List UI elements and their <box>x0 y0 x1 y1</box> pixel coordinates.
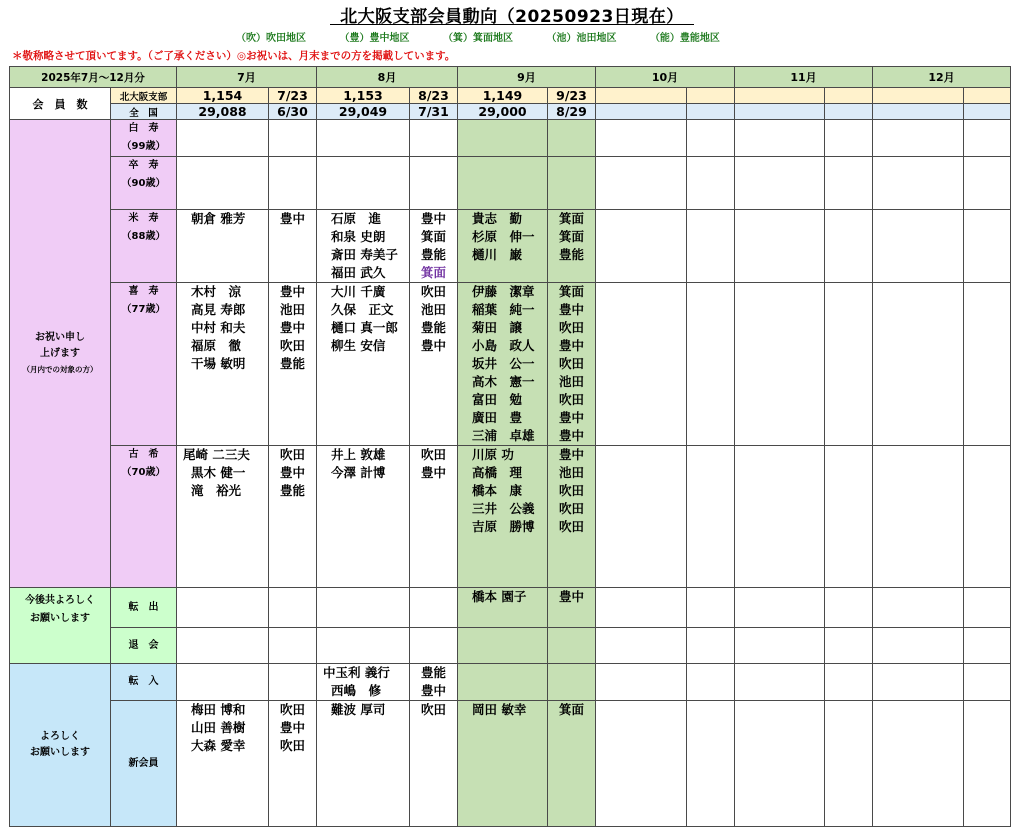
member-area: 吹田 <box>279 702 305 717</box>
cell-beiju-aug-area <box>410 210 458 283</box>
cell-shinkai-aug-name <box>317 701 410 827</box>
member-area: 豊中 <box>279 211 305 226</box>
category-sotsuju-age: （90歳） <box>121 178 166 189</box>
category-kiju <box>111 283 177 446</box>
member-name: 樋口 真一郎 <box>331 320 398 335</box>
cell-kiju-aug-area <box>410 283 458 446</box>
cell-koki-jul-name <box>177 446 269 588</box>
cell-tennyu-jul-area <box>269 664 317 701</box>
branch-count-nov <box>735 88 825 104</box>
cell-koki-nov-area <box>825 446 873 588</box>
member-name: 樋川 巌 <box>472 247 523 262</box>
cell-hakuju-nov-name <box>735 120 825 157</box>
cell-tenshutsu-jul-area <box>269 588 317 628</box>
national-count-aug: 29,049 <box>317 104 410 120</box>
branch-count-dec <box>873 88 964 104</box>
member-area: 豊中 <box>420 465 446 480</box>
cell-kiju-jul-name <box>177 283 269 446</box>
member-name: 尾崎 二三夫 <box>183 447 250 462</box>
cell-shinkai-sep-area <box>548 701 596 827</box>
cell-hakuju-aug-area <box>410 120 458 157</box>
cell-shinkai-nov-name <box>735 701 825 827</box>
branch-label: 北大阪支部 <box>111 88 177 104</box>
member-name: 高見 寿郎 <box>191 302 246 317</box>
member-area: 吹田 <box>279 338 305 353</box>
member-name: 伊藤 潔章 <box>472 284 535 299</box>
category-sotsuju-name: 卒 寿 <box>128 160 159 171</box>
member-name: 干場 敏明 <box>191 356 246 371</box>
month-header-aug: 8月 <box>317 67 458 88</box>
cell-koki-oct-name <box>596 446 687 588</box>
cell-tennyu-sep-name <box>458 664 548 701</box>
national-count-nov <box>735 104 825 120</box>
member-name: 吉原 勝博 <box>472 519 535 534</box>
cell-shinkai-sep-name <box>458 701 548 827</box>
category-hakuju-name: 白 寿 <box>128 123 159 134</box>
page-title: 北大阪支部会員動向（20250923日現在） <box>340 7 684 27</box>
member-area: 豊中 <box>558 428 584 443</box>
member-name: 朝倉 雅芳 <box>191 211 246 226</box>
cell-beiju-jul-area <box>269 210 317 283</box>
month-header-oct: 10月 <box>596 67 735 88</box>
cell-sotsuju-nov-name <box>735 157 825 210</box>
cell-shinkai-oct-name <box>596 701 687 827</box>
cell-tennyu-oct-name <box>596 664 687 701</box>
branch-count-jul: 1,154 <box>177 88 269 104</box>
cell-tennyu-oct-area <box>687 664 735 701</box>
member-area: 箕面 <box>558 211 584 226</box>
member-name: 橋本 康 <box>472 483 523 498</box>
cell-tenshutsu-dec-name <box>873 588 964 628</box>
cell-tenshutsu-jul-name <box>177 588 269 628</box>
cell-tennyu-aug-name <box>317 664 410 701</box>
member-name: 坂井 公一 <box>472 356 535 371</box>
member-area: 豊中 <box>558 302 584 317</box>
cell-tennyu-aug-area <box>410 664 458 701</box>
cell-koki-aug-name <box>317 446 410 588</box>
cell-kiju-dec-area <box>964 283 1011 446</box>
cell-shinkai-dec-name <box>873 701 964 827</box>
national-date-jul: 6/30 <box>269 104 317 120</box>
legend-toyono: （能）豊能地区 <box>649 33 720 44</box>
member-area: 吹田 <box>420 447 446 462</box>
member-name: 難波 厚司 <box>331 702 386 717</box>
cell-taikai-dec-area <box>964 628 1011 664</box>
notice-text: ＊敬称略させて頂いてます。（ご了承ください）◎お祝いは、月末までの方を掲載しています。 <box>12 50 456 62</box>
cell-sotsuju-oct-name <box>596 157 687 210</box>
member-name: 杉原 伸一 <box>472 229 535 244</box>
cell-kiju-aug-name <box>317 283 410 446</box>
cell-kiju-dec-name <box>873 283 964 446</box>
member-area: 吹田 <box>558 356 584 371</box>
member-area: 吹田 <box>279 447 305 462</box>
cell-hakuju-dec-name <box>873 120 964 157</box>
cell-beiju-sep-name <box>458 210 548 283</box>
branch-date-nov <box>825 88 873 104</box>
cell-kiju-jul-area <box>269 283 317 446</box>
cell-sotsuju-jul-area <box>269 157 317 210</box>
cell-tennyu-nov-area <box>825 664 873 701</box>
cell-taikai-nov-area <box>825 628 873 664</box>
cell-tennyu-sep-area <box>548 664 596 701</box>
month-header-sep: 9月 <box>458 67 596 88</box>
member-area: 豊能 <box>420 665 446 680</box>
member-area: 豊能 <box>279 356 305 371</box>
member-area: 池田 <box>558 465 584 480</box>
cell-tenshutsu-nov-area <box>825 588 873 628</box>
national-label: 全 国 <box>111 104 177 120</box>
branch-count-aug: 1,153 <box>317 88 410 104</box>
cell-sotsuju-oct-area <box>687 157 735 210</box>
cell-koki-jul-area <box>269 446 317 588</box>
member-name: 福田 武久 <box>331 265 386 280</box>
welcome-line-2: お願いします <box>30 747 90 758</box>
cell-sotsuju-jul-name <box>177 157 269 210</box>
cell-kiju-nov-name <box>735 283 825 446</box>
member-name: 廣田 豊 <box>472 410 523 425</box>
period-header: 2025年7月～12月分 <box>10 67 177 88</box>
member-area: 豊能 <box>279 483 305 498</box>
member-area: 池田 <box>279 302 305 317</box>
branch-date-aug: 8/23 <box>410 88 458 104</box>
member-name: 富田 勉 <box>472 392 523 407</box>
member-area: 豊能 <box>420 320 446 335</box>
farewell-line-1: 今後共よろしく <box>25 595 95 606</box>
welcome-line-1: よろしく <box>40 731 80 742</box>
legend-minoh: （箕）箕面地区 <box>442 33 513 44</box>
member-name: 井上 敦雄 <box>331 447 386 462</box>
cell-sotsuju-sep-name <box>458 157 548 210</box>
cell-sotsuju-dec-name <box>873 157 964 210</box>
category-hakuju <box>111 120 177 157</box>
category-koki-name: 古 希 <box>128 449 159 460</box>
member-area: 豊中 <box>279 720 305 735</box>
cell-taikai-oct-area <box>687 628 735 664</box>
member-area: 豊中 <box>558 338 584 353</box>
cell-tennyu-dec-name <box>873 664 964 701</box>
member-trend-table <box>9 66 1011 827</box>
cell-beiju-aug-name <box>317 210 410 283</box>
member-area: 吹田 <box>279 738 305 753</box>
cell-beiju-jul-name <box>177 210 269 283</box>
cell-taikai-sep-name <box>458 628 548 664</box>
cell-hakuju-dec-area <box>964 120 1011 157</box>
cell-tennyu-jul-name <box>177 664 269 701</box>
member-area: 豊中 <box>279 320 305 335</box>
member-name: 岡田 敏幸 <box>472 702 527 717</box>
member-name: 中村 和夫 <box>191 320 246 335</box>
cell-kiju-sep-name <box>458 283 548 446</box>
member-name: 中玉利 義行 <box>323 665 390 680</box>
cell-taikai-sep-area <box>548 628 596 664</box>
cell-koki-sep-area <box>548 446 596 588</box>
cell-tennyu-dec-area <box>964 664 1011 701</box>
category-tennyu: 転 入 <box>111 664 177 701</box>
cell-sotsuju-sep-area <box>548 157 596 210</box>
member-area: 箕面 <box>558 702 584 717</box>
member-name: 三浦 卓雄 <box>472 428 535 443</box>
national-date-sep: 8/29 <box>548 104 596 120</box>
cell-hakuju-sep-area <box>548 120 596 157</box>
member-area: 吹田 <box>558 501 584 516</box>
member-name: 黒木 健一 <box>191 465 246 480</box>
member-name: 今澤 計博 <box>331 465 386 480</box>
cell-tenshutsu-sep-name <box>458 588 548 628</box>
branch-date-oct <box>687 88 735 104</box>
cell-taikai-aug-name <box>317 628 410 664</box>
cell-beiju-oct-name <box>596 210 687 283</box>
cell-tenshutsu-aug-name <box>317 588 410 628</box>
category-kiju-age: （77歳） <box>121 304 166 315</box>
month-header-nov: 11月 <box>735 67 873 88</box>
cell-shinkai-nov-area <box>825 701 873 827</box>
member-name: 三井 公義 <box>472 501 535 516</box>
cell-taikai-nov-name <box>735 628 825 664</box>
category-hakuju-age: （99歳） <box>121 141 166 152</box>
member-name: 川原 功 <box>472 447 514 462</box>
celebrate-note: （月内での対象の方） <box>22 364 98 374</box>
member-name: 石原 進 <box>331 211 382 226</box>
cell-sotsuju-nov-area <box>825 157 873 210</box>
celebrate-line-1: お祝い申し <box>35 331 85 343</box>
category-shinkai: 新会員 <box>111 701 177 827</box>
member-area: 箕面 <box>420 265 446 280</box>
cell-beiju-dec-name <box>873 210 964 283</box>
member-name: 貴志 勤 <box>472 211 523 226</box>
cell-hakuju-sep-name <box>458 120 548 157</box>
cell-koki-dec-name <box>873 446 964 588</box>
cell-kiju-oct-name <box>596 283 687 446</box>
farewell-line-2: お願いします <box>30 613 90 624</box>
member-area: 豊能 <box>420 247 446 262</box>
cell-taikai-jul-name <box>177 628 269 664</box>
category-koki-age: （70歳） <box>121 467 166 478</box>
member-area: 吹田 <box>420 702 446 717</box>
cell-shinkai-dec-area <box>964 701 1011 827</box>
cell-kiju-nov-area <box>825 283 873 446</box>
member-name: 山田 善樹 <box>191 720 246 735</box>
member-name: 稲葉 純一 <box>472 302 535 317</box>
national-date-oct <box>687 104 735 120</box>
cell-beiju-dec-area <box>964 210 1011 283</box>
cell-tenshutsu-nov-name <box>735 588 825 628</box>
cell-hakuju-oct-name <box>596 120 687 157</box>
cell-taikai-oct-name <box>596 628 687 664</box>
national-date-dec <box>964 104 1011 120</box>
category-tenshutsu: 転 出 <box>111 588 177 628</box>
cell-sotsuju-dec-area <box>964 157 1011 210</box>
cell-beiju-nov-name <box>735 210 825 283</box>
member-area: 吹田 <box>558 392 584 407</box>
member-name: 梅田 博和 <box>191 702 246 717</box>
national-count-sep: 29,000 <box>458 104 548 120</box>
cell-hakuju-nov-area <box>825 120 873 157</box>
member-name: 大森 愛幸 <box>191 738 246 753</box>
branch-date-dec <box>964 88 1011 104</box>
member-area: 箕面 <box>420 229 446 244</box>
member-area: 吹田 <box>558 519 584 534</box>
celebrate-group-label <box>10 120 111 588</box>
national-count-oct <box>596 104 687 120</box>
branch-count-oct <box>596 88 687 104</box>
national-date-nov <box>825 104 873 120</box>
member-area: 豊中 <box>279 284 305 299</box>
member-name: 木村 涼 <box>191 284 242 299</box>
national-count-dec <box>873 104 964 120</box>
member-name: 福原 徹 <box>191 338 242 353</box>
national-count-jul: 29,088 <box>177 104 269 120</box>
branch-count-sep: 1,149 <box>458 88 548 104</box>
cell-hakuju-jul-name <box>177 120 269 157</box>
cell-beiju-nov-area <box>825 210 873 283</box>
member-name: 斎田 寿美子 <box>331 247 398 262</box>
member-name: 高木 憲一 <box>472 374 535 389</box>
member-area: 豊中 <box>279 465 305 480</box>
member-name: 橋本 園子 <box>472 589 527 604</box>
category-beiju-age: （88歳） <box>121 231 166 242</box>
cell-hakuju-jul-area <box>269 120 317 157</box>
cell-tennyu-nov-name <box>735 664 825 701</box>
cell-koki-sep-name <box>458 446 548 588</box>
member-area: 豊能 <box>558 247 584 262</box>
welcome-group-label <box>10 664 111 827</box>
member-name: 高橋 理 <box>472 465 523 480</box>
cell-sotsuju-aug-name <box>317 157 410 210</box>
member-area: 豊中 <box>558 447 584 462</box>
category-kiju-name: 喜 寿 <box>128 286 159 297</box>
cell-shinkai-oct-area <box>687 701 735 827</box>
branch-date-jul: 7/23 <box>269 88 317 104</box>
cell-koki-dec-area <box>964 446 1011 588</box>
member-name: 大川 千廣 <box>331 284 386 299</box>
cell-shinkai-jul-area <box>269 701 317 827</box>
member-name: 滝 裕光 <box>191 483 242 498</box>
cell-hakuju-oct-area <box>687 120 735 157</box>
cell-tenshutsu-dec-area <box>964 588 1011 628</box>
cell-tenshutsu-oct-name <box>596 588 687 628</box>
category-taikai: 退 会 <box>111 628 177 664</box>
legend-suita: （吹）吹田地区 <box>236 33 306 44</box>
category-sotsuju <box>111 157 177 210</box>
member-area: 豊中 <box>420 211 446 226</box>
member-area: 豊中 <box>420 683 446 698</box>
member-area: 箕面 <box>558 229 584 244</box>
cell-tenshutsu-sep-area <box>548 588 596 628</box>
cell-shinkai-aug-area <box>410 701 458 827</box>
celebrate-line-2: 上げます <box>40 347 80 359</box>
cell-taikai-aug-area <box>410 628 458 664</box>
cell-kiju-oct-area <box>687 283 735 446</box>
member-name: 和泉 史朗 <box>331 229 386 244</box>
cell-kiju-sep-area <box>548 283 596 446</box>
cell-taikai-jul-area <box>269 628 317 664</box>
cell-tenshutsu-aug-area <box>410 588 458 628</box>
member-area: 吹田 <box>558 483 584 498</box>
member-area: 豊中 <box>420 338 446 353</box>
branch-date-sep: 9/23 <box>548 88 596 104</box>
cell-beiju-oct-area <box>687 210 735 283</box>
cell-sotsuju-aug-area <box>410 157 458 210</box>
category-koki <box>111 446 177 588</box>
legend-toyonaka: （豊）豊中地区 <box>339 33 410 44</box>
member-area: 池田 <box>558 374 584 389</box>
cell-hakuju-aug-name <box>317 120 410 157</box>
member-count-label: 会 員 数 <box>10 88 111 120</box>
member-name: 久保 正文 <box>331 302 394 317</box>
member-name: 小島 政人 <box>472 338 535 353</box>
cell-koki-aug-area <box>410 446 458 588</box>
cell-taikai-dec-name <box>873 628 964 664</box>
member-name: 菊田 譲 <box>472 320 523 335</box>
cell-shinkai-jul-name <box>177 701 269 827</box>
member-name: 西嶋 修 <box>331 683 382 698</box>
member-area: 箕面 <box>558 284 584 299</box>
month-header-dec: 12月 <box>873 67 1011 88</box>
legend-ikeda: （池）池田地区 <box>546 33 617 44</box>
farewell-group-label <box>10 588 111 664</box>
cell-tenshutsu-oct-area <box>687 588 735 628</box>
member-area: 吹田 <box>420 284 446 299</box>
member-area: 池田 <box>420 302 446 317</box>
cell-beiju-sep-area <box>548 210 596 283</box>
cell-koki-nov-name <box>735 446 825 588</box>
district-legend <box>236 29 750 44</box>
category-beiju-name: 米 寿 <box>128 213 159 224</box>
member-area: 豊中 <box>558 410 584 425</box>
member-area: 豊中 <box>558 589 584 604</box>
member-area: 吹田 <box>558 320 584 335</box>
month-header-jul: 7月 <box>177 67 317 88</box>
member-name: 柳生 安信 <box>331 338 386 353</box>
title-underline <box>330 24 694 25</box>
national-date-aug: 7/31 <box>410 104 458 120</box>
cell-koki-oct-area <box>687 446 735 588</box>
category-beiju <box>111 210 177 283</box>
